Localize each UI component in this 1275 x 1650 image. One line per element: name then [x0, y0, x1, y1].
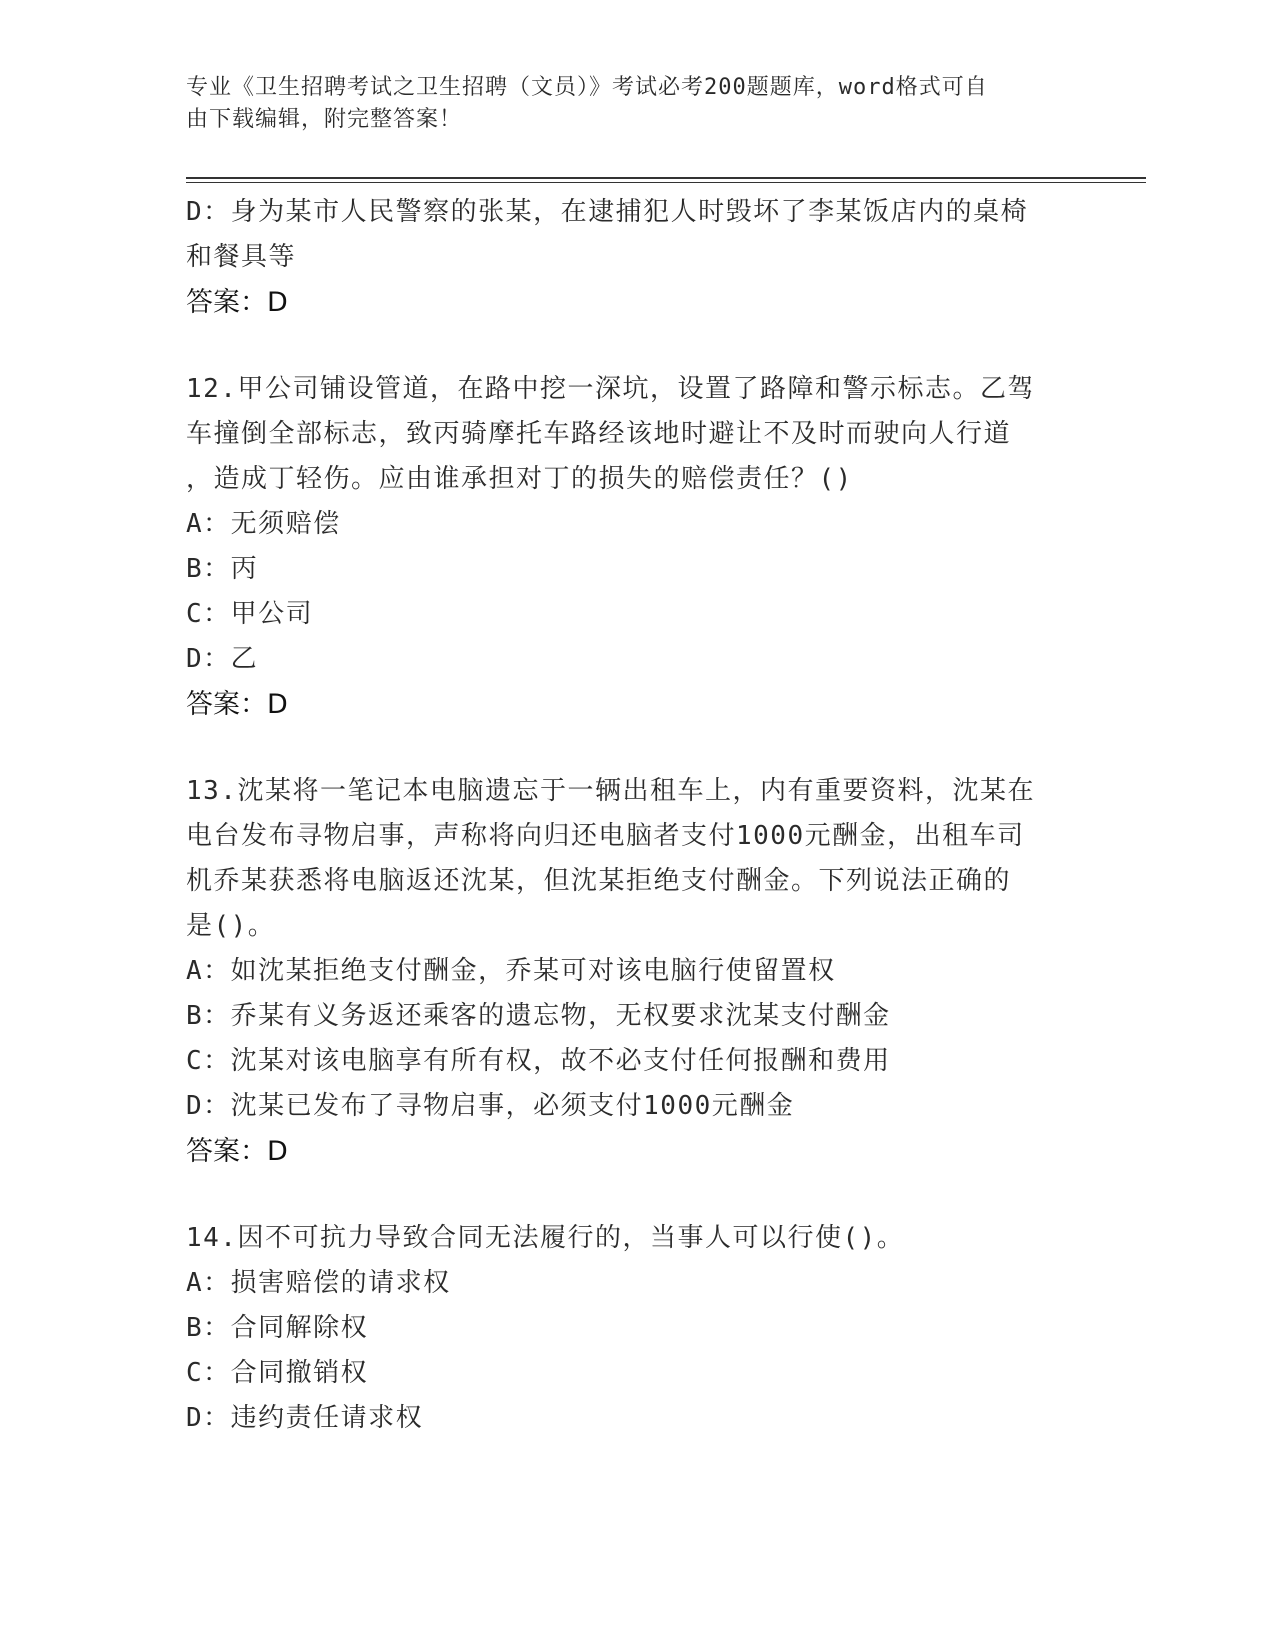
option-d: D：乙 [186, 644, 259, 674]
answer-line: 答案：D [186, 287, 288, 318]
question-13 [186, 769, 1086, 1174]
option-c: C：沈某对该电脑享有所有权，故不必支付任何报酬和费用 [186, 1046, 891, 1076]
option-b: B：乔某有义务返还乘客的遗忘物，无权要求沈某支付酬金 [186, 1001, 891, 1031]
option-c: C：甲公司 [186, 599, 314, 629]
option-d: D：违约责任请求权 [186, 1403, 424, 1433]
question-stem-line: 13.沈某将一笔记本电脑遗忘于一辆出租车上，内有重要资料，沈某在 [186, 776, 1035, 806]
header-divider-thick [186, 177, 1146, 179]
option-d: D：沈某已发布了寻物启事，必须支付1000元酬金 [186, 1091, 795, 1121]
question-14 [186, 1216, 1086, 1441]
header-title-line-2: 由下载编辑，附完整答案！ [186, 107, 463, 132]
question-12 [186, 367, 1086, 727]
question-stem-line: 电台发布寻物启事，声称将向归还电脑者支付1000元酬金，出租车司 [186, 821, 1025, 851]
document-body [186, 190, 1086, 1441]
header-title-line-1: 专业《卫生招聘考试之卫生招聘（文员）》考试必考200题题库，word格式可自 [186, 75, 988, 100]
prev-question-tail [186, 190, 1086, 325]
option-b: B：丙 [186, 554, 259, 584]
option-b: B：合同解除权 [186, 1313, 369, 1343]
answer-line: 答案：D [186, 689, 288, 720]
option-d-line-2: 和餐具等 [186, 242, 297, 272]
document-header [186, 72, 1066, 136]
question-stem-line: 机乔某获悉将电脑返还沈某，但沈某拒绝支付酬金。下列说法正确的 [186, 866, 1012, 896]
option-c: C：合同撤销权 [186, 1358, 369, 1388]
answer-line: 答案：D [186, 1136, 288, 1167]
question-stem-line: 12.甲公司铺设管道，在路中挖一深坑，设置了路障和警示标志。乙驾 [186, 374, 1035, 404]
question-stem-line: 是()。 [186, 911, 276, 941]
option-a: A：无须赔偿 [186, 509, 341, 539]
question-stem-line: 14.因不可抗力导致合同无法履行的，当事人可以行使()。 [186, 1223, 905, 1253]
question-stem-line: 车撞倒全部标志，致丙骑摩托车路经该地时避让不及时而驶向人行道 [186, 419, 1012, 449]
option-a: A：如沈某拒绝支付酬金，乔某可对该电脑行使留置权 [186, 956, 836, 986]
option-d-line-1: D：身为某市人民警察的张某，在逮捕犯人时毁坏了李某饭店内的桌椅 [186, 197, 1029, 227]
header-divider-thin [186, 182, 1146, 183]
option-a: A：损害赔偿的请求权 [186, 1268, 451, 1298]
question-stem-line: ，造成丁轻伤。应由谁承担对丁的损失的赔偿责任？() [186, 464, 853, 494]
